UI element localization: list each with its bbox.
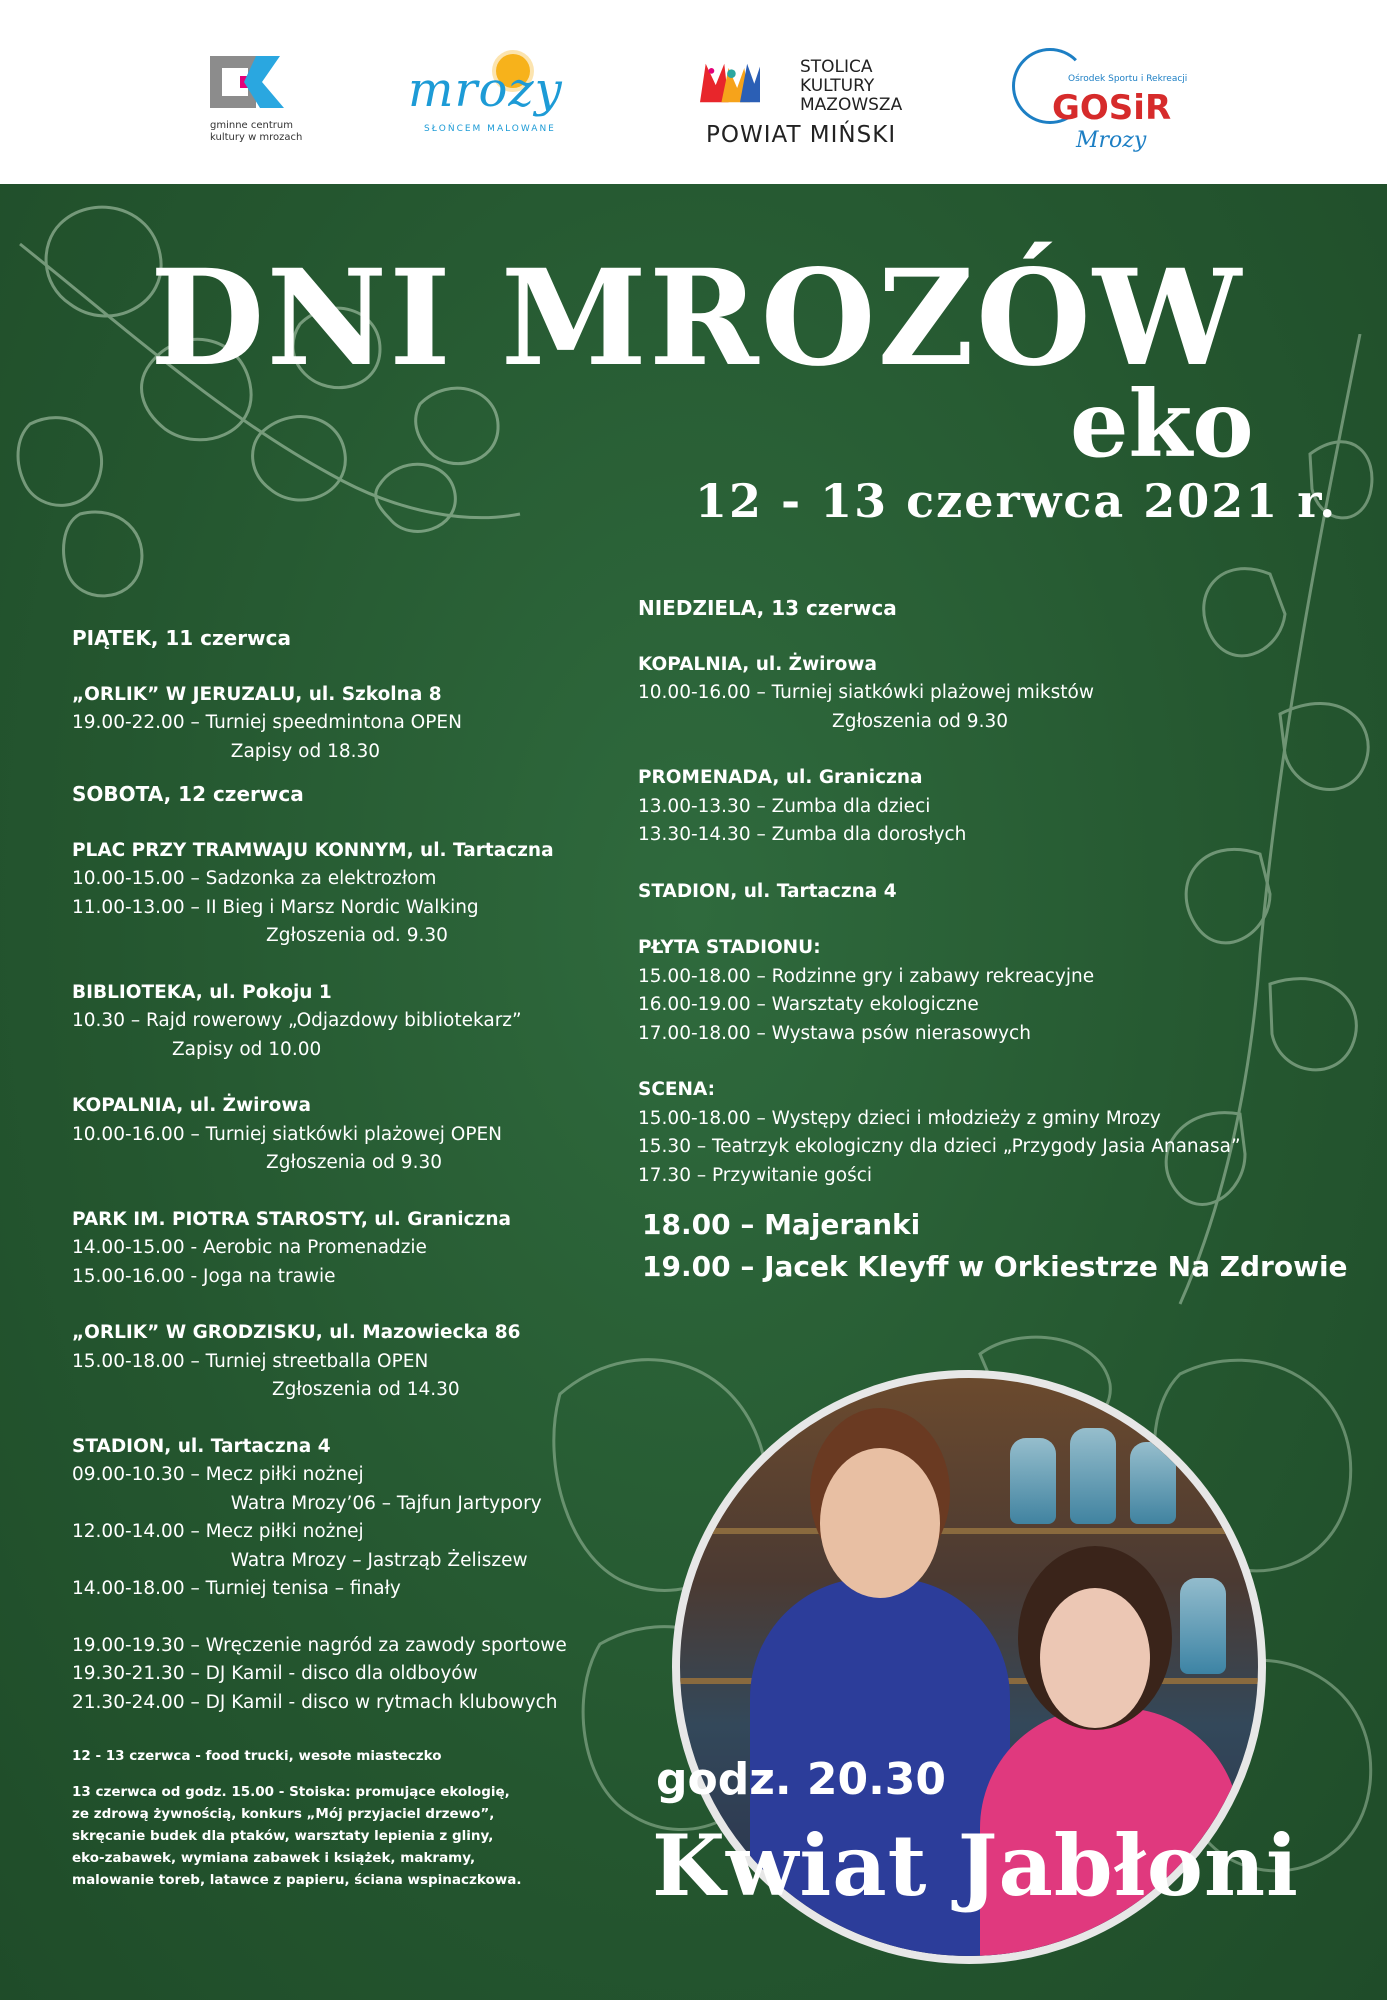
schedule-item: 13.00-13.30 – Zumba dla dzieci — [638, 795, 931, 817]
gosir-name: GOSiR — [1052, 88, 1172, 128]
schedule-left-column — [72, 624, 632, 1891]
poster-body — [0, 184, 1387, 2000]
photo-person-head — [820, 1448, 940, 1598]
schedule-item: 17.30 – Przywitanie gości — [638, 1164, 873, 1186]
headliner-time: godz. 20.30 — [656, 1754, 947, 1805]
day-heading: NIEDZIELA, 13 czerwca — [638, 596, 897, 620]
venue-heading: PŁYTA STADIONU: — [638, 937, 821, 958]
schedule-item: 19.30-21.30 – DJ Kamil - disco dla oldboyów — [72, 1663, 478, 1684]
schedule-item: 19.00-19.30 – Wręczenie nagród za zawody sportowe — [72, 1634, 567, 1656]
spacer — [638, 623, 1358, 651]
schedule-item: 14.00-15.00 - Aerobic na Promenadzie — [72, 1237, 427, 1258]
photo-bottle — [1070, 1428, 1116, 1524]
venue-heading: PLAC PRZY TRAMWAJU KONNYM, ul. Tartaczna — [72, 839, 554, 861]
schedule-note: Zgłoszenia od 9.30 — [638, 710, 1008, 732]
schedule-item: 14.00-18.00 – Turniej tenisa – finały — [72, 1578, 401, 1599]
spacer — [72, 1604, 632, 1632]
photo-bottle — [1010, 1438, 1056, 1524]
gosir-small: Ośrodek Sportu i Rekreacji — [1068, 74, 1188, 84]
photo-bottle — [1130, 1442, 1176, 1524]
logo-header — [0, 0, 1387, 184]
day-heading: PIĄTEK, 11 czerwca — [72, 626, 291, 650]
event-title: DNI MROZÓW — [150, 241, 1244, 396]
venue-heading: „ORLIK” W JERUZALU, ul. Szkolna 8 — [72, 683, 442, 705]
venue-heading: KOPALNIA, ul. Żwirowa — [638, 653, 877, 675]
stolica-line: KULTURY — [800, 76, 875, 96]
schedule-item: 13.30-14.30 – Zumba dla dorosłych — [638, 824, 967, 845]
footnote: 12 - 13 czerwca - food trucki, wesołe miasteczko — [72, 1748, 442, 1764]
schedule-note: Zapisy od 10.00 — [72, 1038, 322, 1060]
schedule-item: 15.00-18.00 – Turniej streetballa OPEN — [72, 1350, 429, 1372]
mrozy-wordmark: mrozy — [408, 62, 563, 118]
spacer — [72, 951, 632, 979]
spacer — [72, 1178, 632, 1206]
schedule-note: Zapisy od 18.30 — [72, 740, 381, 762]
schedule-item: 09.00-10.30 – Mecz piłki nożnej — [72, 1464, 364, 1485]
mrozy-tagline: SŁOŃCEM MALOWANE — [424, 124, 556, 134]
photo-bottle — [1180, 1578, 1226, 1674]
headliner-name: Kwiat Jabłoni — [652, 1816, 1299, 1915]
venue-heading: STADION, ul. Tartaczna 4 — [638, 880, 897, 902]
schedule-item: 15.30 – Teatrzyk ekologiczny dla dzieci „Przygody Jasia Ananasa” — [638, 1136, 1241, 1157]
spacer — [72, 1767, 632, 1781]
schedule-note: Zgłoszenia od 9.30 — [72, 1152, 442, 1173]
event-subtitle: eko — [1070, 370, 1254, 478]
spacer — [638, 736, 1358, 764]
spacer — [72, 1064, 632, 1092]
gck-caption — [210, 120, 340, 144]
schedule-item: 10.30 – Rajd rowerowy „Odjazdowy bibliotekarz” — [72, 1010, 522, 1031]
schedule-item: 15.00-18.00 – Rodzinne gry i zabawy rekreacyjne — [638, 965, 1095, 987]
schedule-right-column — [638, 594, 1358, 1288]
schedule-item: 12.00-14.00 – Mecz piłki nożnej — [72, 1521, 364, 1542]
venue-heading: STADION, ul. Tartaczna 4 — [72, 1435, 331, 1457]
stolica-kultury-logo — [700, 48, 930, 158]
schedule-note: Zgłoszenia od. 9.30 — [72, 925, 448, 946]
schedule-note: Watra Mrozy’06 – Tajfun Jartypory — [72, 1492, 542, 1514]
concert-item: 18.00 – Majeranki — [642, 1208, 921, 1241]
schedule-item: 19.00-22.00 – Turniej speedmintona OPEN — [72, 712, 462, 733]
spacer — [72, 1717, 632, 1745]
spacer — [638, 850, 1358, 878]
schedule-item: 21.30-24.00 – DJ Kamil - disco w rytmach klubowych — [72, 1691, 558, 1713]
gck-logo-icon — [210, 56, 290, 108]
gosir-logo — [1012, 48, 1192, 158]
concert-item: 19.00 – Jacek Kleyff w Orkiestrze Na Zdrowie — [642, 1250, 1348, 1283]
venue-heading: PROMENADA, ul. Graniczna — [638, 767, 923, 788]
stolica-line: STOLICA — [800, 57, 873, 77]
spacer — [72, 1291, 632, 1319]
schedule-item: 15.00-18.00 – Występy dzieci i młodzieży z gminy Mrozy — [638, 1107, 1161, 1129]
stolica-line: MAZOWSZA — [800, 95, 903, 115]
spacer — [72, 653, 632, 681]
schedule-item: 10.00-16.00 – Turniej siatkówki plażowej mikstów — [638, 682, 1094, 703]
spacer — [638, 1048, 1358, 1076]
schedule-item: 10.00-16.00 – Turniej siatkówki plażowej OPEN — [72, 1123, 503, 1145]
schedule-item: 17.00-18.00 – Wystawa psów nierasowych — [638, 1022, 1031, 1044]
stolica-logo-icon — [700, 56, 760, 110]
gosir-script: Mrozy — [1076, 128, 1147, 153]
photo-shelf — [680, 1528, 1258, 1534]
gck-caption-line: gminne centrum — [210, 120, 293, 131]
stolica-lines — [800, 58, 902, 115]
schedule-item: 16.00-19.00 – Warsztaty ekologiczne — [638, 994, 979, 1015]
day-heading: SOBOTA, 12 czerwca — [72, 782, 304, 806]
mrozy-logo — [408, 48, 588, 158]
venue-heading: „ORLIK” W GRODZISKU, ul. Mazowiecka 86 — [72, 1322, 521, 1343]
spacer — [638, 1190, 1358, 1204]
venue-heading: PARK IM. PIOTRA STAROSTY, ul. Graniczna — [72, 1208, 511, 1230]
photo-person-head — [1040, 1588, 1150, 1728]
venue-heading: BIBLIOTEKA, ul. Pokoju 1 — [72, 981, 332, 1003]
schedule-item: 11.00-13.00 – II Bieg i Marsz Nordic Walking — [72, 896, 479, 918]
schedule-item: 10.00-15.00 – Sadzonka za elektrozłom — [72, 868, 437, 889]
powiat-label: POWIAT MIŃSKI — [706, 122, 897, 148]
gck-logo — [210, 48, 330, 158]
spacer — [638, 906, 1358, 934]
spacer — [72, 766, 632, 780]
schedule-note: Watra Mrozy – Jastrząb Żeliszew — [72, 1549, 528, 1571]
footnote: 13 czerwca od godz. 15.00 - Stoiska: promujące ekologię, ze zdrową żywnością, konkurs „Mój przyjaciel drzewo”, skręcanie budek dla ptaków, warsztaty lepienia z gliny, eko-zabawek, wymiana zabawek i książek, makramy, malowanie toreb, latawce z papieru, ściana wspinaczkowa. — [72, 1784, 522, 1888]
event-dates: 12 - 13 czerwca 2021 r. — [695, 474, 1338, 528]
schedule-item: 15.00-16.00 - Joga na trawie — [72, 1265, 336, 1287]
spacer — [72, 809, 632, 837]
schedule-note: Zgłoszenia od 14.30 — [72, 1379, 460, 1400]
spacer — [72, 1405, 632, 1433]
venue-heading: SCENA: — [638, 1079, 716, 1100]
gck-caption-line: kultury w mrozach — [210, 132, 303, 143]
venue-heading: KOPALNIA, ul. Żwirowa — [72, 1095, 311, 1116]
